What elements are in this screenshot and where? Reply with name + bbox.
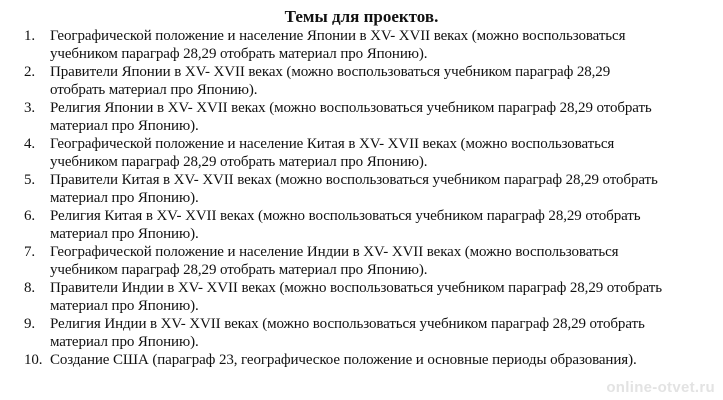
item-text: Правители Японии в XV- XVII веках (можно воспользоваться учебником параграф 28,29 [50, 64, 611, 80]
list-item [24, 27, 714, 63]
document-title: Темы для проектов. [284, 7, 439, 26]
item-text: учебником параграф 28,29 отобрать материал про Японию). [50, 154, 428, 170]
list-item [24, 207, 714, 243]
item-text: Географической положение и население Китая в XV- XVII веках (можно воспользоваться [50, 136, 615, 152]
item-text: Правители Индии в XV- XVII веках (можно воспользоваться учебником параграф 28,29 отобрать [50, 280, 662, 296]
item-text: Религия Китая в XV- XVII веках (можно воспользоваться учебником параграф 28,29 отобрать [50, 208, 641, 224]
item-text: Религия Японии в XV- XVII веках (можно воспользоваться учебником параграф 28,29 отобрать [50, 100, 652, 116]
topic-list [24, 27, 714, 369]
item-number: 7. [24, 244, 36, 260]
list-item [24, 351, 714, 369]
item-text: Географической положение и население Индии в XV- XVII веках (можно воспользоваться [50, 244, 619, 260]
item-number: 9. [24, 316, 36, 332]
list-item [24, 63, 714, 99]
item-number: 6. [24, 208, 36, 224]
item-text: материал про Японию). [50, 334, 199, 350]
item-number: 4. [24, 136, 36, 152]
list-item [24, 243, 714, 279]
item-text: Правители Китая в XV- XVII веках (можно воспользоваться учебником параграф 28,29 отобрать [50, 172, 658, 188]
item-text: Создание США (параграф 23, географическое положение и основные периоды образования). [50, 352, 637, 368]
item-text: материал про Японию). [50, 118, 199, 134]
item-number: 8. [24, 280, 36, 296]
item-text: отобрать материал про Японию). [50, 82, 258, 98]
list-item [24, 279, 714, 315]
item-number: 2. [24, 64, 36, 80]
item-text: Географической положение и население Японии в XV- XVII веках (можно воспользоваться [50, 28, 626, 44]
item-text: Религия Индии в XV- XVII веках (можно воспользоваться учебником параграф 28,29 отобрать [50, 316, 645, 332]
item-number: 1. [24, 28, 36, 44]
list-item [24, 99, 714, 135]
item-text: учебником параграф 28,29 отобрать материал про Японию). [50, 262, 428, 278]
site-watermark: online-otvet.ru [606, 379, 715, 396]
item-text: материал про Японию). [50, 298, 199, 314]
list-item [24, 135, 714, 171]
item-text: учебником параграф 28,29 отобрать материал про Японию). [50, 46, 428, 62]
list-item [24, 171, 714, 207]
item-number: 3. [24, 100, 36, 116]
list-item [24, 315, 714, 351]
item-text: материал про Японию). [50, 190, 199, 206]
item-number: 5. [24, 172, 36, 188]
item-text: материал про Японию). [50, 226, 199, 242]
item-number: 10. [24, 352, 43, 368]
